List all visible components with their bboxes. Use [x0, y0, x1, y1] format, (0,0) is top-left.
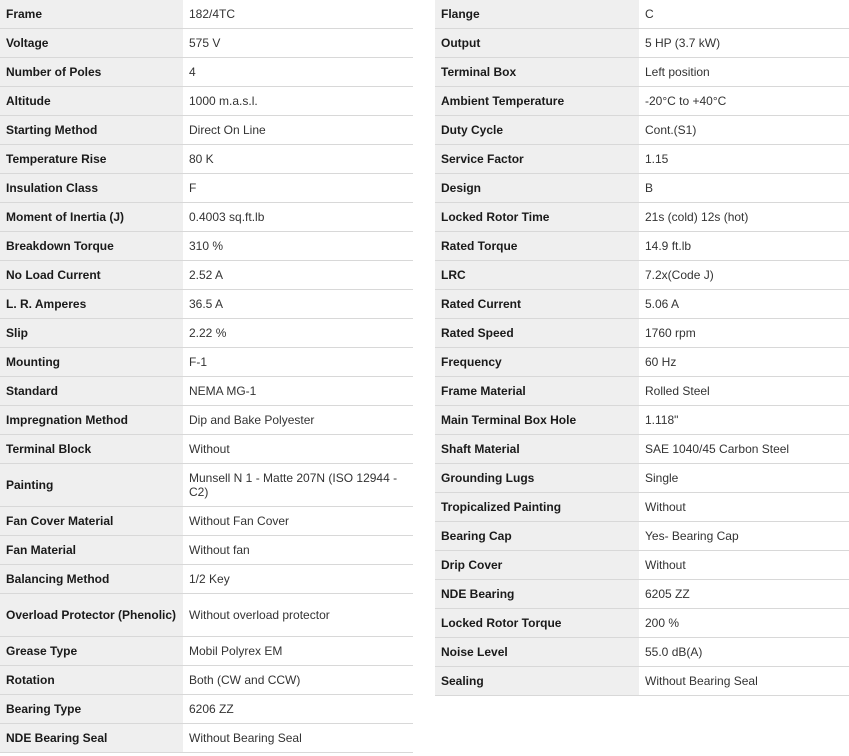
spec-value: 1.15 — [639, 145, 849, 174]
spec-table-right — [435, 0, 849, 696]
spec-row — [0, 145, 413, 174]
spec-row — [0, 290, 413, 319]
spec-row — [0, 565, 413, 594]
spec-label: Locked Rotor Time — [435, 203, 639, 232]
spec-value: 182/4TC — [183, 0, 413, 29]
spec-row — [435, 29, 849, 58]
spec-row — [0, 377, 413, 406]
spec-value: Both (CW and CCW) — [183, 666, 413, 695]
spec-row — [0, 507, 413, 536]
spec-row — [0, 435, 413, 464]
spec-value: 6206 ZZ — [183, 695, 413, 724]
spec-value: 1000 m.a.s.l. — [183, 87, 413, 116]
spec-row — [0, 536, 413, 565]
spec-value: 7.2x(Code J) — [639, 261, 849, 290]
spec-label: Ambient Temperature — [435, 87, 639, 116]
spec-label: Main Terminal Box Hole — [435, 406, 639, 435]
spec-label: Service Factor — [435, 145, 639, 174]
spec-value: 4 — [183, 58, 413, 87]
spec-row — [0, 58, 413, 87]
spec-value: 5.06 A — [639, 290, 849, 319]
spec-value: 1.118" — [639, 406, 849, 435]
spec-row — [0, 695, 413, 724]
spec-value: Without Bearing Seal — [183, 724, 413, 753]
spec-value: Without — [183, 435, 413, 464]
spec-row — [0, 594, 413, 637]
spec-value: Dip and Bake Polyester — [183, 406, 413, 435]
spec-row — [0, 261, 413, 290]
spec-label: L. R. Amperes — [0, 290, 183, 319]
spec-label: Mounting — [0, 348, 183, 377]
spec-label: Balancing Method — [0, 565, 183, 594]
spec-value: Left position — [639, 58, 849, 87]
spec-value: Without fan — [183, 536, 413, 565]
spec-value: SAE 1040/45 Carbon Steel — [639, 435, 849, 464]
spec-label: Starting Method — [0, 116, 183, 145]
spec-label: Grease Type — [0, 637, 183, 666]
spec-label: Duty Cycle — [435, 116, 639, 145]
spec-value: Cont.(S1) — [639, 116, 849, 145]
spec-value: Direct On Line — [183, 116, 413, 145]
spec-row — [0, 348, 413, 377]
spec-label: No Load Current — [0, 261, 183, 290]
spec-value: 36.5 A — [183, 290, 413, 319]
spec-value: Without overload protector — [183, 594, 413, 637]
spec-label: LRC — [435, 261, 639, 290]
spec-label: Sealing — [435, 667, 639, 696]
spec-value: -20°C to +40°C — [639, 87, 849, 116]
spec-row — [435, 406, 849, 435]
spec-table-left-body — [0, 0, 413, 753]
spec-table-left — [0, 0, 413, 753]
spec-row — [435, 551, 849, 580]
spec-value: Yes- Bearing Cap — [639, 522, 849, 551]
spec-row — [435, 145, 849, 174]
spec-label: Design — [435, 174, 639, 203]
spec-label: Rated Torque — [435, 232, 639, 261]
spec-value: Without Bearing Seal — [639, 667, 849, 696]
spec-value: 575 V — [183, 29, 413, 58]
spec-value: 21s (cold) 12s (hot) — [639, 203, 849, 232]
spec-row — [0, 116, 413, 145]
spec-value: Without — [639, 493, 849, 522]
spec-label: Bearing Type — [0, 695, 183, 724]
spec-label: Fan Cover Material — [0, 507, 183, 536]
spec-row — [435, 87, 849, 116]
spec-row — [435, 522, 849, 551]
spec-value: 1760 rpm — [639, 319, 849, 348]
spec-label: Standard — [0, 377, 183, 406]
spec-value: 6205 ZZ — [639, 580, 849, 609]
spec-label: Rated Current — [435, 290, 639, 319]
spec-label: Frequency — [435, 348, 639, 377]
spec-row — [435, 203, 849, 232]
spec-label: Painting — [0, 464, 183, 507]
spec-row — [435, 0, 849, 29]
spec-label: Drip Cover — [435, 551, 639, 580]
spec-row — [435, 377, 849, 406]
spec-value: 2.52 A — [183, 261, 413, 290]
spec-label: Altitude — [0, 87, 183, 116]
spec-label: Number of Poles — [0, 58, 183, 87]
spec-value: 55.0 dB(A) — [639, 638, 849, 667]
spec-value: 2.22 % — [183, 319, 413, 348]
spec-value: Single — [639, 464, 849, 493]
spec-row — [0, 464, 413, 507]
spec-value: 60 Hz — [639, 348, 849, 377]
spec-row — [435, 116, 849, 145]
spec-label: NDE Bearing Seal — [0, 724, 183, 753]
spec-label: Fan Material — [0, 536, 183, 565]
spec-row — [435, 319, 849, 348]
spec-row — [435, 493, 849, 522]
spec-value: Without Fan Cover — [183, 507, 413, 536]
spec-label: Frame — [0, 0, 183, 29]
spec-value: Rolled Steel — [639, 377, 849, 406]
spec-label: Frame Material — [435, 377, 639, 406]
spec-label: Breakdown Torque — [0, 232, 183, 261]
spec-row — [0, 724, 413, 753]
spec-row — [435, 261, 849, 290]
spec-label: NDE Bearing — [435, 580, 639, 609]
spec-value: Without — [639, 551, 849, 580]
spec-label: Flange — [435, 0, 639, 29]
spec-label: Locked Rotor Torque — [435, 609, 639, 638]
spec-label: Slip — [0, 319, 183, 348]
spec-label: Grounding Lugs — [435, 464, 639, 493]
spec-label: Tropicalized Painting — [435, 493, 639, 522]
spec-table-right-body — [435, 0, 849, 696]
spec-label: Noise Level — [435, 638, 639, 667]
spec-value: NEMA MG-1 — [183, 377, 413, 406]
spec-row — [0, 666, 413, 695]
spec-label: Overload Protector (Phenolic) — [0, 594, 183, 637]
spec-row — [435, 609, 849, 638]
spec-row — [435, 638, 849, 667]
spec-label: Rated Speed — [435, 319, 639, 348]
spec-value: 0.4003 sq.ft.lb — [183, 203, 413, 232]
spec-row — [0, 203, 413, 232]
spec-row — [0, 87, 413, 116]
spec-value: 200 % — [639, 609, 849, 638]
spec-value: 14.9 ft.lb — [639, 232, 849, 261]
spec-value: 5 HP (3.7 kW) — [639, 29, 849, 58]
spec-row — [0, 0, 413, 29]
spec-row — [0, 406, 413, 435]
spec-label: Terminal Box — [435, 58, 639, 87]
spec-value: 80 K — [183, 145, 413, 174]
spec-row — [435, 435, 849, 464]
spec-label: Rotation — [0, 666, 183, 695]
spec-value: Mobil Polyrex EM — [183, 637, 413, 666]
spec-row — [435, 667, 849, 696]
spec-label: Voltage — [0, 29, 183, 58]
spec-value: 310 % — [183, 232, 413, 261]
spec-row — [0, 637, 413, 666]
spec-value: F-1 — [183, 348, 413, 377]
spec-row — [435, 580, 849, 609]
spec-row — [0, 319, 413, 348]
spec-value: 1/2 Key — [183, 565, 413, 594]
spec-label: Impregnation Method — [0, 406, 183, 435]
spec-row — [0, 29, 413, 58]
spec-label: Insulation Class — [0, 174, 183, 203]
spec-row — [0, 174, 413, 203]
spec-row — [435, 348, 849, 377]
spec-label: Bearing Cap — [435, 522, 639, 551]
spec-label: Output — [435, 29, 639, 58]
spec-row — [435, 290, 849, 319]
spec-row — [435, 58, 849, 87]
spec-row — [435, 232, 849, 261]
spec-row — [0, 232, 413, 261]
spec-label: Moment of Inertia (J) — [0, 203, 183, 232]
spec-value: B — [639, 174, 849, 203]
spec-value: F — [183, 174, 413, 203]
spec-label: Shaft Material — [435, 435, 639, 464]
spec-row — [435, 174, 849, 203]
spec-label: Terminal Block — [0, 435, 183, 464]
spec-label: Temperature Rise — [0, 145, 183, 174]
spec-value: Munsell N 1 - Matte 207N (ISO 12944 - C2) — [183, 464, 413, 507]
spec-row — [435, 464, 849, 493]
spec-value: C — [639, 0, 849, 29]
